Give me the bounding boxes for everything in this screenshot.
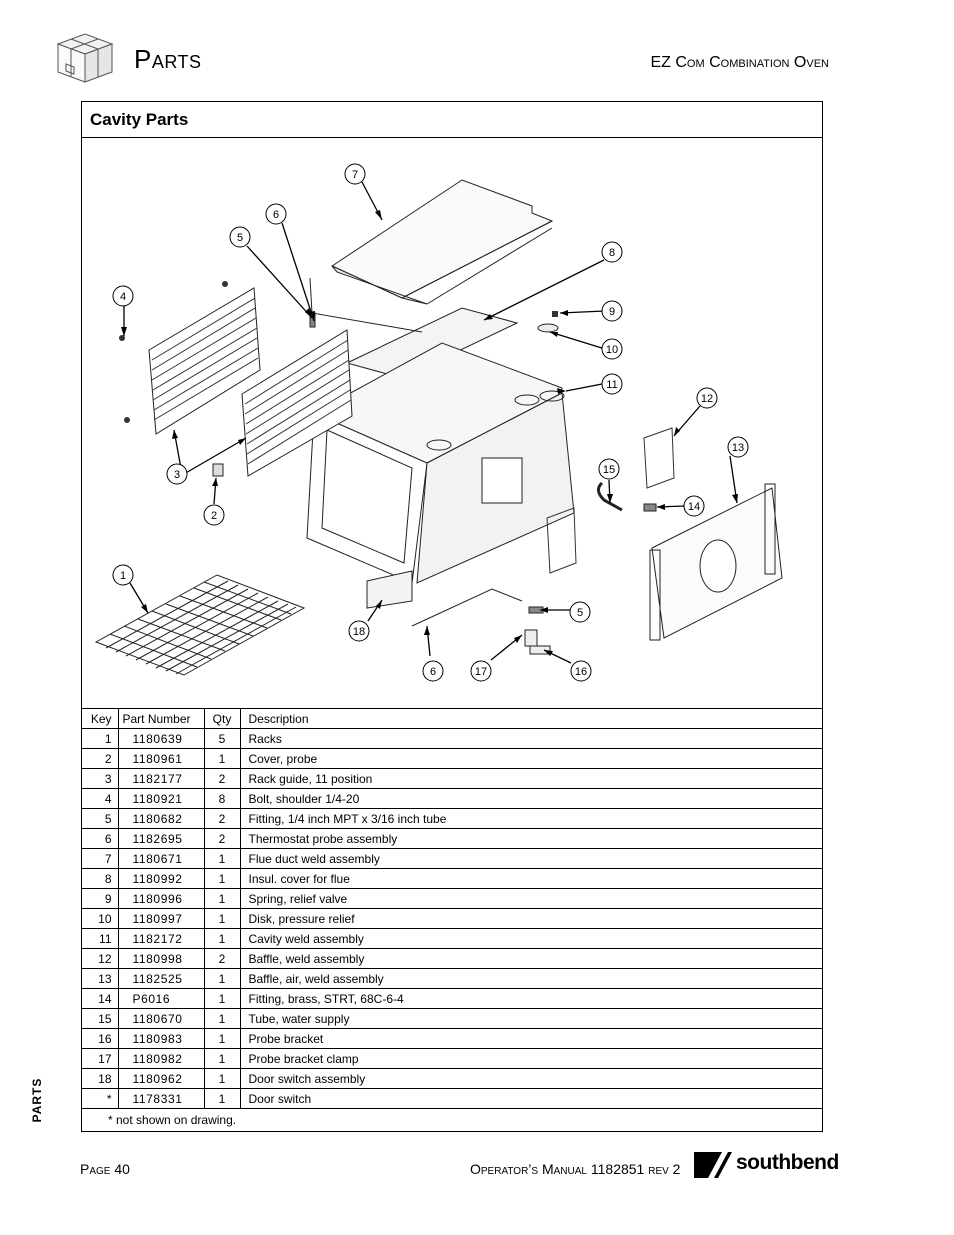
cell-key: 5	[82, 809, 118, 829]
cell-description: Bolt, shoulder 1/4-20	[240, 789, 822, 809]
cell-key: 11	[82, 929, 118, 949]
table-row	[82, 1049, 822, 1069]
cell-key: 10	[82, 909, 118, 929]
cell-key: 6	[82, 829, 118, 849]
table-row	[82, 749, 822, 769]
cell-description: Cavity weld assembly	[240, 929, 822, 949]
cell-qty: 2	[204, 809, 240, 829]
callout-label: 18	[352, 626, 366, 638]
table-row	[82, 949, 822, 969]
cell-description: Insul. cover for flue	[240, 869, 822, 889]
cell-description: Thermostat probe assembly	[240, 829, 822, 849]
cell-part-number: 1180962	[118, 1069, 204, 1089]
cell-part-number: 1182695	[118, 829, 204, 849]
cell-qty: 5	[204, 729, 240, 749]
cell-description: Door switch assembly	[240, 1069, 822, 1089]
callout-label: 15	[602, 464, 616, 476]
cell-qty: 1	[204, 1009, 240, 1029]
cell-key: 9	[82, 889, 118, 909]
cell-key: 17	[82, 1049, 118, 1069]
callout-label: 4	[119, 291, 127, 303]
cell-key: 15	[82, 1009, 118, 1029]
cell-key: *	[82, 1089, 118, 1109]
cell-part-number: 1182172	[118, 929, 204, 949]
cell-part-number: 1180996	[118, 889, 204, 909]
cell-description: Racks	[240, 729, 822, 749]
cell-key: 3	[82, 769, 118, 789]
callout-label: 6	[429, 666, 437, 678]
side-tab	[22, 1075, 52, 1125]
cell-description: Fitting, brass, STRT, 68C-6-4	[240, 989, 822, 1009]
cell-key: 16	[82, 1029, 118, 1049]
cell-part-number: 1180682	[118, 809, 204, 829]
cell-qty: 1	[204, 849, 240, 869]
manual-reference: Operator’s Manual 1182851 rev 2	[470, 1161, 681, 1177]
table-row	[82, 1009, 822, 1029]
cell-part-number: 1180671	[118, 849, 204, 869]
cell-qty: 1	[204, 1089, 240, 1109]
callout-label: 12	[700, 393, 714, 405]
cell-part-number: 1180983	[118, 1029, 204, 1049]
cell-qty: 1	[204, 1029, 240, 1049]
product-title: EZ Com Combination Oven	[650, 54, 829, 71]
callout-label: 8	[608, 247, 616, 259]
cell-part-number: 1182525	[118, 969, 204, 989]
callout-label: 14	[687, 501, 701, 513]
parts-table-body	[82, 729, 822, 1109]
table-row	[82, 769, 822, 789]
callout-label: 6	[272, 209, 280, 221]
cell-description: Spring, relief valve	[240, 889, 822, 909]
cell-description: Cover, probe	[240, 749, 822, 769]
cell-part-number: 1180921	[118, 789, 204, 809]
table-row	[82, 789, 822, 809]
table-row	[82, 929, 822, 949]
callout-label: 16	[574, 666, 588, 678]
cell-qty: 1	[204, 1049, 240, 1069]
table-row	[82, 989, 822, 1009]
table-row	[82, 1029, 822, 1049]
table-row	[82, 969, 822, 989]
table-row	[82, 829, 822, 849]
col-key-header: Key	[82, 709, 118, 729]
cell-description: Tube, water supply	[240, 1009, 822, 1029]
cell-part-number: 1180997	[118, 909, 204, 929]
cell-description: Door switch	[240, 1089, 822, 1109]
section-title: Parts	[134, 44, 202, 74]
cell-part-number: P6016	[118, 989, 204, 1009]
cell-qty: 1	[204, 969, 240, 989]
cell-qty: 1	[204, 1069, 240, 1089]
panel-title: Cavity Parts	[82, 102, 822, 138]
cell-key: 13	[82, 969, 118, 989]
cell-part-number: 1180961	[118, 749, 204, 769]
col-qty-header: Qty	[204, 709, 240, 729]
table-row	[82, 1089, 822, 1109]
cell-qty: 1	[204, 909, 240, 929]
cell-qty: 2	[204, 829, 240, 849]
callout-label: 11	[606, 379, 618, 391]
exploded-parts-drawing	[82, 138, 822, 708]
cell-qty: 2	[204, 769, 240, 789]
table-row	[82, 1069, 822, 1089]
table-row	[82, 849, 822, 869]
brand-name: southbend	[736, 1151, 839, 1174]
parts-box-icon	[52, 30, 118, 86]
cell-description: Disk, pressure relief	[240, 909, 822, 929]
callout-label: 10	[605, 344, 619, 356]
cell-key: 2	[82, 749, 118, 769]
cell-key: 12	[82, 949, 118, 969]
cell-description: Probe bracket	[240, 1029, 822, 1049]
cell-part-number: 1180998	[118, 949, 204, 969]
cell-qty: 1	[204, 929, 240, 949]
cell-part-number: 1178331	[118, 1089, 204, 1109]
cell-key: 1	[82, 729, 118, 749]
col-part-number-header: Part Number	[118, 709, 204, 729]
cell-key: 14	[82, 989, 118, 1009]
callout-label: 9	[608, 306, 616, 318]
table-row	[82, 909, 822, 929]
cell-description: Baffle, air, weld assembly	[240, 969, 822, 989]
callout-label: 17	[474, 666, 488, 678]
callout-label: 2	[210, 510, 218, 522]
table-row	[82, 729, 822, 749]
cell-description: Flue duct weld assembly	[240, 849, 822, 869]
cell-key: 7	[82, 849, 118, 869]
cell-description: Probe bracket clamp	[240, 1049, 822, 1069]
footnote-row	[82, 1109, 822, 1131]
cell-part-number: 1180982	[118, 1049, 204, 1069]
page-number: Page 40	[80, 1161, 130, 1177]
cell-key: 8	[82, 869, 118, 889]
callout-label: 7	[351, 169, 359, 181]
cell-qty: 1	[204, 749, 240, 769]
callout-label: 13	[731, 442, 745, 454]
table-header-row	[82, 709, 822, 729]
table-row	[82, 809, 822, 829]
callout-label: 1	[119, 570, 127, 582]
cell-part-number: 1180670	[118, 1009, 204, 1029]
callout-label: 5	[576, 607, 584, 619]
cell-qty: 1	[204, 989, 240, 1009]
cell-description: Baffle, weld assembly	[240, 949, 822, 969]
cell-part-number: 1180992	[118, 869, 204, 889]
parts-table	[82, 708, 822, 1131]
footnote: * not shown on drawing.	[82, 1109, 822, 1131]
col-description-header: Description	[240, 709, 822, 729]
table-row	[82, 869, 822, 889]
callout-label: 5	[236, 232, 244, 244]
cell-description: Rack guide, 11 position	[240, 769, 822, 789]
side-tab-label: PARTS	[30, 1077, 44, 1123]
callout-label: 3	[173, 469, 181, 481]
cell-key: 18	[82, 1069, 118, 1089]
cell-key: 4	[82, 789, 118, 809]
cell-part-number: 1182177	[118, 769, 204, 789]
cell-description: Fitting, 1/4 inch MPT x 3/16 inch tube	[240, 809, 822, 829]
cavity-parts-panel	[81, 101, 823, 1132]
cell-qty: 1	[204, 889, 240, 909]
cell-qty: 1	[204, 869, 240, 889]
cell-qty: 2	[204, 949, 240, 969]
cell-part-number: 1180639	[118, 729, 204, 749]
table-row	[82, 889, 822, 909]
cell-qty: 8	[204, 789, 240, 809]
